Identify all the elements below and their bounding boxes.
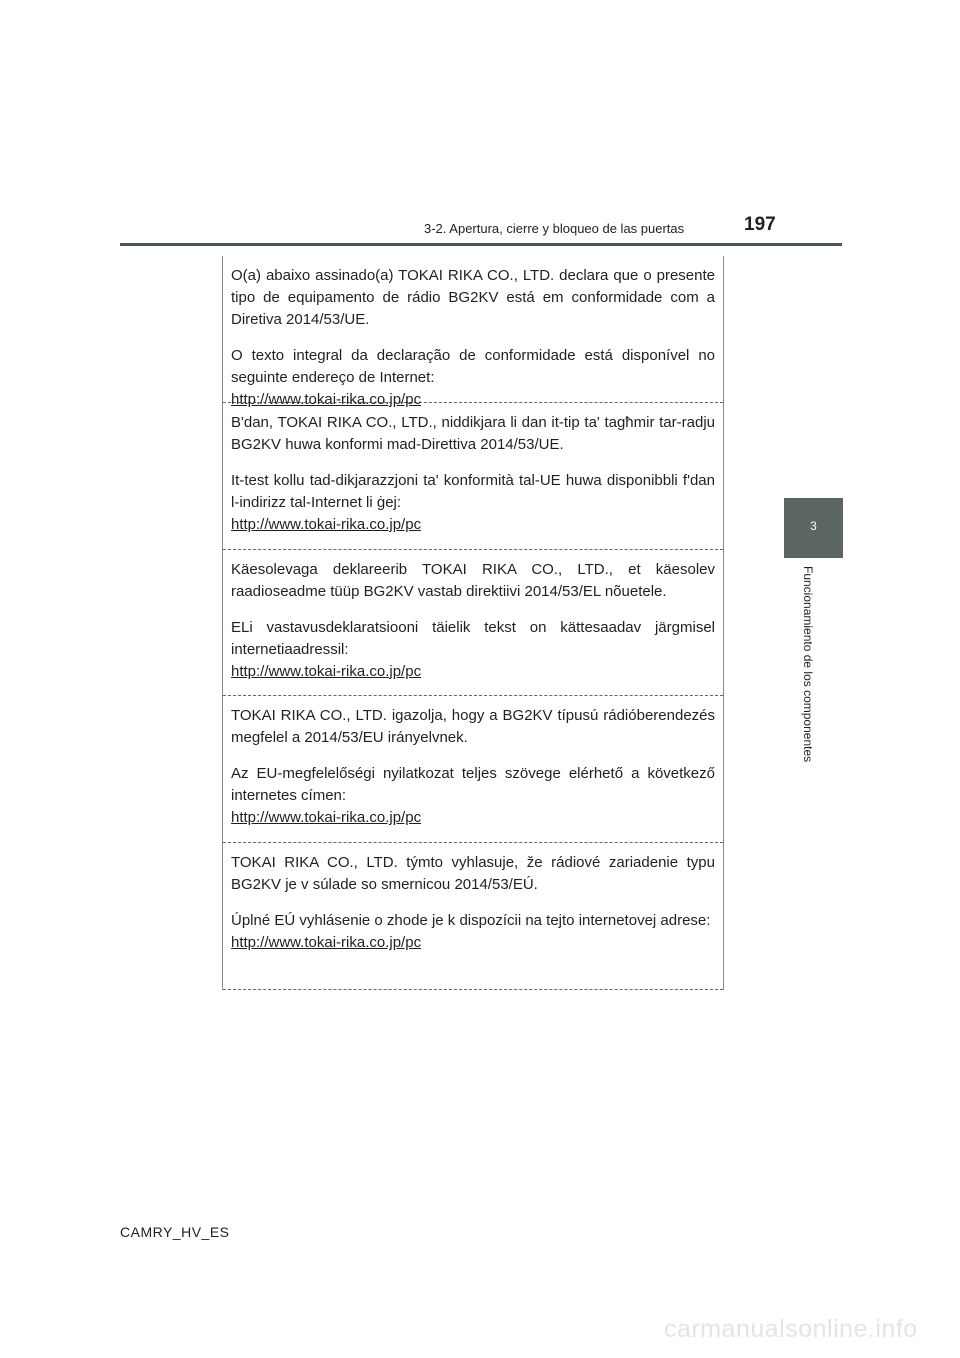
declaration-text: O(a) abaixo assinado(a) TOKAI RIKA CO., LTD. declara que o presente tipo de equipamento de rádio BG2KV está em conformidade com a Diretiva 2014/53/UE. [231, 267, 715, 328]
availability-text: Az EU-megfelelőségi nyilatkozat teljes szövege elérhető a következő internetes címen: [231, 765, 715, 805]
declaration-block-pt [223, 256, 723, 408]
declaration-text: Käesolevaga deklareerib TOKAI RIKA CO., LTD., et käesolev raadioseadme tüüp BG2KV vastab direktiivi 2014/53/EL nõuetele. [231, 560, 715, 600]
declaration-link[interactable]: http://www.tokai-rika.co.jp/pc [231, 515, 422, 533]
declaration-text: TOKAI RIKA CO., LTD. týmto vyhlasuje, že rádiové zariadenie typu BG2KV je v súlade so smernicou 2014/53/EÚ. [231, 854, 715, 894]
chapter-number: 3 [810, 519, 817, 533]
declaration-block-sk [223, 843, 723, 990]
availability-text: O texto integral da declaração de conformidade está disponível no seguinte endereço de Internet: [231, 347, 715, 386]
watermark: carmanualsonline.info [664, 1315, 918, 1343]
availability-text: Úplné EÚ vyhlásenie o zhode je k dispozícii na tejto internetovej adrese: [231, 912, 711, 930]
declaration-block-et [223, 550, 723, 697]
declaration-text: TOKAI RIKA CO., LTD. igazolja, hogy a BG2KV típusú rádióberendezés megfelel a 2014/53/EU irányelvnek. [231, 707, 715, 747]
declaration-link[interactable]: http://www.tokai-rika.co.jp/pc [231, 391, 422, 408]
availability-text: ELi vastavusdeklaratsiooni täielik tekst on kättesaadav järgmisel internetiaadressil: [231, 618, 715, 658]
declaration-block-mt [223, 403, 723, 550]
chapter-tab[interactable] [784, 498, 843, 558]
section-title: 3-2. Apertura, cierre y bloqueo de las puertas [424, 221, 685, 236]
chapter-title: Funcionamiento de los componentes [801, 566, 815, 763]
declaration-link[interactable]: http://www.tokai-rika.co.jp/pc [231, 662, 422, 680]
declaration-text: B'dan, TOKAI RIKA CO., LTD., niddikjara li dan it-tip ta' tagħmir tar-radju BG2KV huwa konformi mad-Direttiva 2014/53/UE. [231, 413, 715, 453]
page-number: 197 [744, 214, 776, 235]
availability-text: It-test kollu tad-dikjarazzjoni ta' konformità tal-UE huwa disponibbli f'dan l-indirizz tal-Internet li ġej: [231, 471, 715, 511]
declarations-box [222, 256, 724, 990]
header-divider [120, 243, 842, 246]
declaration-block-hu [223, 696, 723, 843]
declaration-link[interactable]: http://www.tokai-rika.co.jp/pc [231, 809, 422, 827]
declaration-link[interactable]: http://www.tokai-rika.co.jp/pc [231, 934, 422, 952]
model-code: CAMRY_HV_ES [120, 1224, 230, 1240]
